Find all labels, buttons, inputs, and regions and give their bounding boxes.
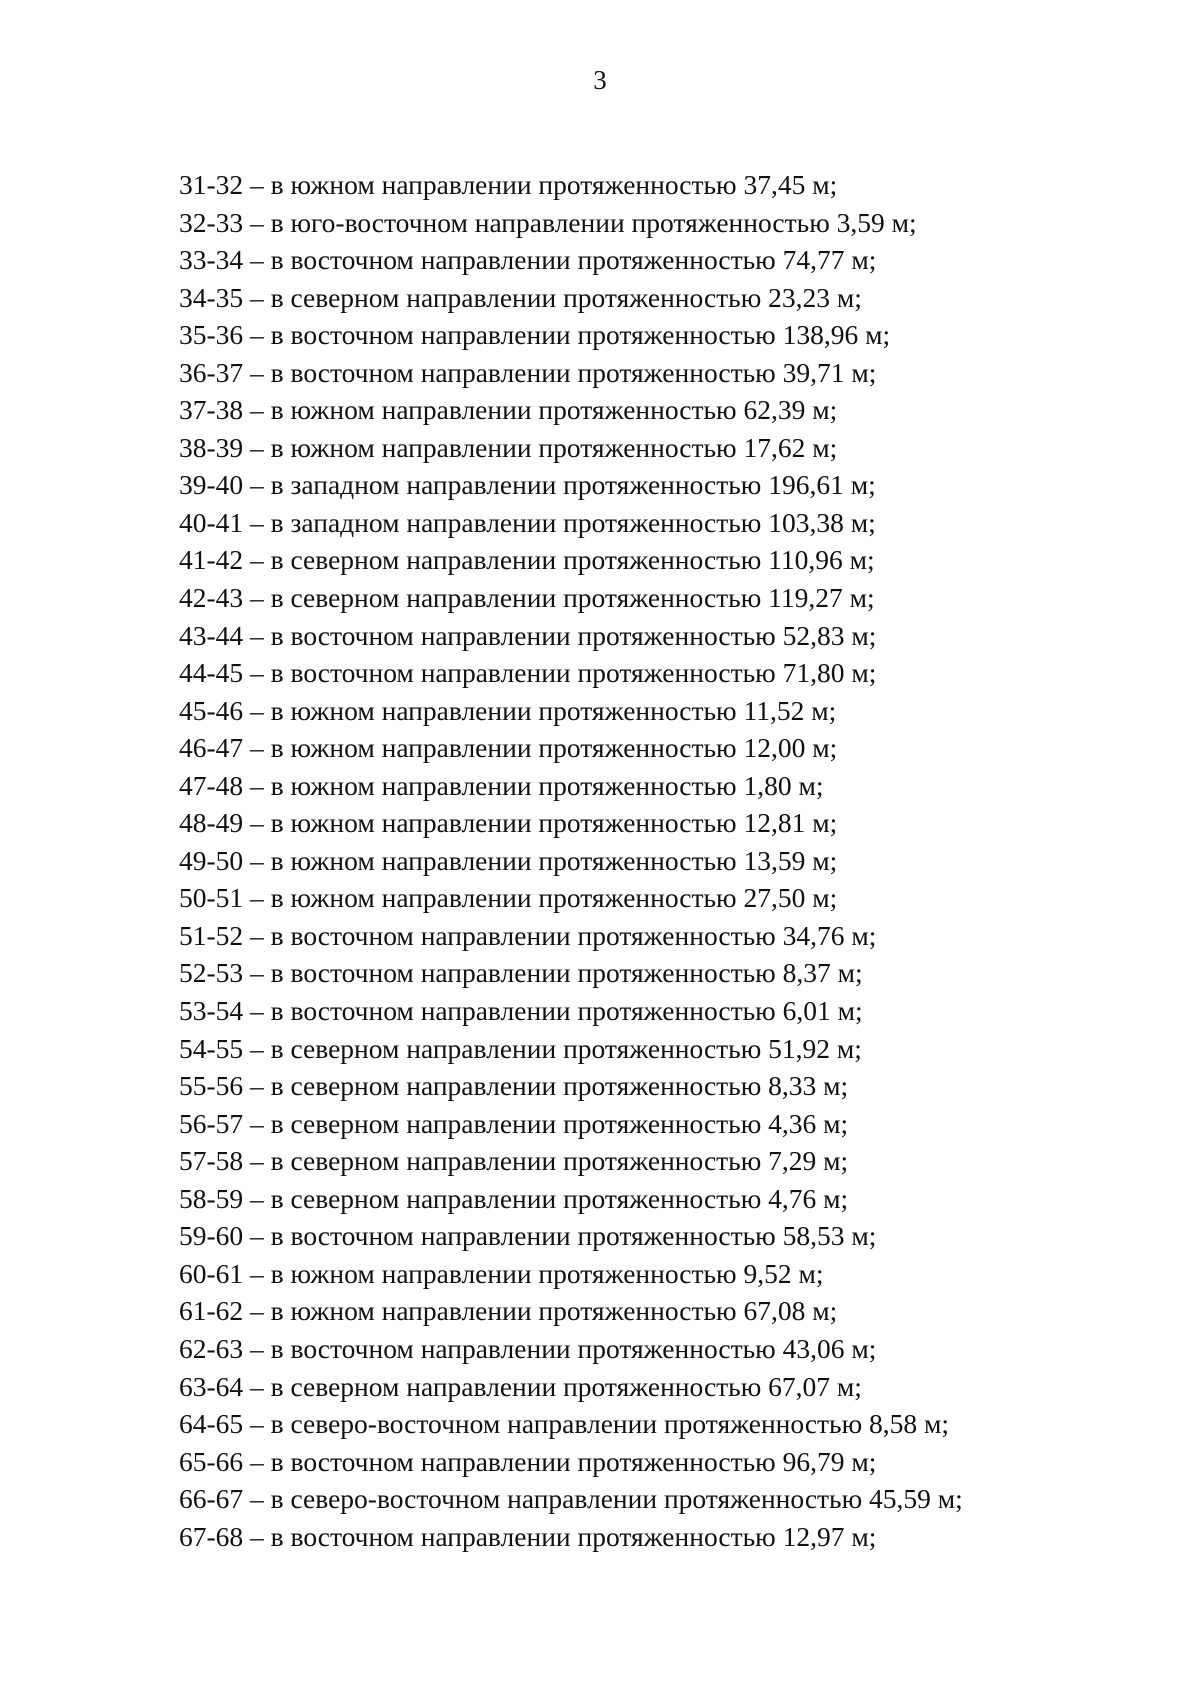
boundary-segment-line: 61-62 – в южном направлении протяженностью 67,08 м; [179,1295,838,1327]
boundary-segment-line: 56-57 – в северном направлении протяженностью 4,36 м; [179,1107,849,1139]
boundary-segment-line: 51-52 – в восточном направлении протяженностью 34,76 м; [179,919,877,951]
boundary-segment-line: 60-61 – в южном направлении протяженностью 9,52 м; [179,1257,824,1289]
page-number: 3 [593,65,607,95]
boundary-segment-line: 38-39 – в южном направлении протяженностью 17,62 м; [179,431,838,463]
boundary-segment-line: 55-56 – в северном направлении протяженностью 8,33 м; [179,1070,849,1102]
boundary-segment-line: 33-34 – в восточном направлении протяженностью 74,77 м; [179,244,877,276]
boundary-segment-line: 32-33 – в юго-восточном направлении протяженностью 3,59 м; [179,206,917,238]
boundary-segment-line: 59-60 – в восточном направлении протяженностью 58,53 м; [179,1220,877,1252]
boundary-segment-line: 65-66 – в восточном направлении протяженностью 96,79 м; [179,1445,877,1477]
boundary-segment-line: 54-55 – в северном направлении протяженностью 51,92 м; [179,1032,862,1064]
boundary-segment-line: 44-45 – в восточном направлении протяженностью 71,80 м; [179,657,877,689]
boundary-segment-line: 62-63 – в восточном направлении протяженностью 43,06 м; [179,1332,877,1364]
boundary-segment-line: 53-54 – в восточном направлении протяженностью 6,01 м; [179,995,863,1027]
boundary-segment-line: 34-35 – в северном направлении протяженностью 23,23 м; [179,281,862,313]
boundary-segment-line: 40-41 – в западном направлении протяженностью 103,38 м; [179,506,876,538]
boundary-segment-line: 39-40 – в западном направлении протяженностью 196,61 м; [179,469,876,501]
boundary-segment-list [179,166,963,1555]
boundary-segment-line: 48-49 – в южном направлении протяженностью 12,81 м; [179,807,838,839]
boundary-segment-line: 43-44 – в восточном направлении протяженностью 52,83 м; [179,619,877,651]
boundary-segment-line: 47-48 – в южном направлении протяженностью 1,80 м; [179,769,824,801]
boundary-segment-line: 46-47 – в южном направлении протяженностью 12,00 м; [179,732,838,764]
boundary-segment-line: 58-59 – в северном направлении протяженностью 4,76 м; [179,1182,849,1214]
boundary-segment-line: 63-64 – в северном направлении протяженностью 67,07 м; [179,1370,862,1402]
boundary-segment-line: 37-38 – в южном направлении протяженностью 62,39 м; [179,394,838,426]
boundary-segment-line: 35-36 – в восточном направлении протяженностью 138,96 м; [179,319,891,351]
boundary-segment-line: 66-67 – в северо-восточном направлении протяженностью 45,59 м; [179,1483,963,1515]
boundary-segment-line: 36-37 – в восточном направлении протяженностью 39,71 м; [179,356,877,388]
boundary-segment-line: 45-46 – в южном направлении протяженностью 11,52 м; [179,694,837,726]
boundary-segment-line: 50-51 – в южном направлении протяженностью 27,50 м; [179,882,838,914]
boundary-segment-line: 52-53 – в восточном направлении протяженностью 8,37 м; [179,957,863,989]
boundary-segment-line: 41-42 – в северном направлении протяженностью 110,96 м; [179,544,875,576]
boundary-segment-line: 42-43 – в северном направлении протяженностью 119,27 м; [179,582,875,614]
boundary-segment-line: 67-68 – в восточном направлении протяженностью 12,97 м; [179,1520,877,1552]
boundary-segment-line: 49-50 – в южном направлении протяженностью 13,59 м; [179,844,838,876]
boundary-segment-line: 31-32 – в южном направлении протяженностью 37,45 м; [179,169,838,200]
boundary-segment-line: 64-65 – в северо-восточном направлении протяженностью 8,58 м; [179,1408,950,1440]
boundary-segment-line: 57-58 – в северном направлении протяженностью 7,29 м; [179,1145,849,1177]
